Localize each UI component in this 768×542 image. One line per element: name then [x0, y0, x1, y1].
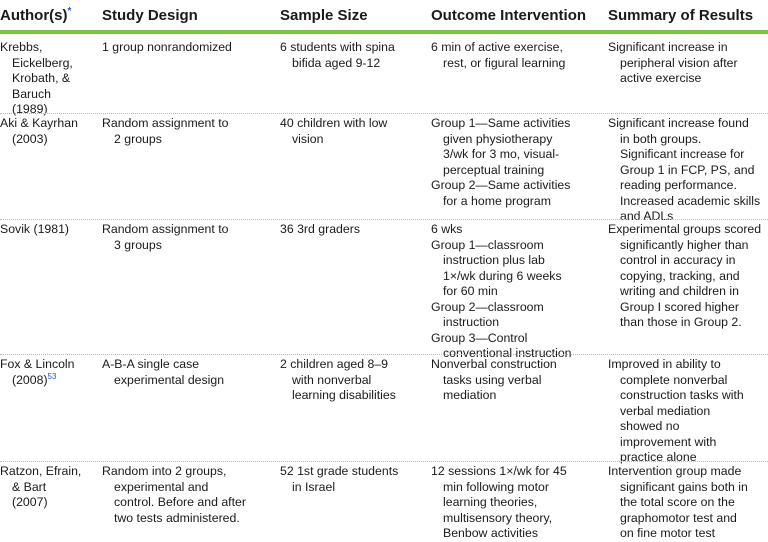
- summary-line: Significant increase in: [608, 40, 728, 54]
- cell-author: [0, 357, 94, 388]
- summary-line: significant gains both in: [620, 479, 748, 494]
- summary-line: copying, tracking, and: [620, 268, 740, 283]
- author-line: [0, 495, 94, 511]
- row-separator: [0, 219, 768, 220]
- author-line: [0, 56, 94, 72]
- cell-outcome-intervention: [431, 116, 597, 209]
- cell-study-design: [102, 40, 272, 56]
- cell-sample-size: [280, 357, 422, 404]
- author-line: [0, 222, 94, 238]
- author-line: [0, 116, 94, 132]
- summary-line: improvement with: [620, 434, 717, 449]
- outcome-line: 6 min of active exercise,: [431, 40, 563, 54]
- summary-line: peripheral vision after: [620, 55, 738, 70]
- author-text: Aki & Kayrhan: [0, 116, 78, 130]
- author-text: Krebbs,: [0, 40, 43, 54]
- author-line: [0, 132, 94, 148]
- header-summary-results: Summary of Results: [608, 7, 754, 24]
- size-line: 40 children with low: [280, 116, 388, 130]
- author-text: (2007): [12, 495, 48, 509]
- cell-author: [0, 222, 94, 238]
- outcome-line: Nonverbal construction: [431, 357, 557, 371]
- author-text: & Bart: [12, 479, 47, 494]
- design-line: 2 groups: [114, 131, 162, 146]
- author-line: [0, 480, 94, 496]
- cell-summary-results: [608, 464, 768, 542]
- outcome-line: for a home program: [443, 193, 551, 208]
- author-line: [0, 357, 94, 373]
- summary-line: in both groups.: [620, 131, 702, 146]
- outcome-line: tasks using verbal: [443, 372, 542, 387]
- design-line: experimental and: [114, 479, 209, 494]
- row-separator: [0, 113, 768, 114]
- cell-outcome-intervention: [431, 464, 597, 542]
- cell-summary-results: [608, 40, 768, 87]
- summary-line: construction tasks with: [620, 388, 744, 402]
- size-line: 6 students with spina: [280, 40, 395, 54]
- outcome-line: Benbow activities: [443, 526, 539, 540]
- design-line: A-B-A single case: [102, 357, 200, 371]
- cell-outcome-intervention: [431, 222, 597, 362]
- header-outcome-intervention: Outcome Intervention: [431, 7, 587, 24]
- size-line: 52 1st grade students: [280, 464, 399, 478]
- outcome-line: multisensory theory,: [443, 510, 553, 525]
- design-line: Random assignment to: [102, 116, 229, 130]
- summary-line: Significant increase found: [608, 116, 749, 130]
- outcome-line: rest, or figural learning: [443, 55, 566, 70]
- header-rule: [0, 30, 768, 34]
- summary-line: the total score on the: [620, 495, 735, 509]
- outcome-line: perceptual training: [443, 162, 545, 177]
- author-line: [0, 71, 94, 87]
- summary-line: Significant increase for: [620, 147, 745, 161]
- cell-author: [0, 40, 94, 118]
- size-line: learning disabilities: [292, 388, 396, 402]
- header-sample-size: Sample Size: [280, 7, 368, 24]
- outcome-line: Group 1—classroom: [431, 237, 544, 252]
- cell-study-design: [102, 222, 272, 253]
- author-text: Fox & Lincoln: [0, 357, 75, 371]
- size-line: in Israel: [292, 479, 336, 494]
- outcome-line: Group 2—Same activities: [431, 178, 571, 192]
- summary-line: graphomotor test and: [620, 510, 737, 525]
- summary-line: and ADLs: [620, 209, 674, 223]
- design-line: experimental design: [114, 372, 225, 387]
- design-line: two tests administered.: [114, 510, 240, 525]
- summary-line: active exercise: [620, 71, 702, 85]
- summary-line: writing and children in: [620, 284, 739, 298]
- cell-author: [0, 116, 94, 147]
- author-text: Ratzon, Efrain,: [0, 464, 82, 478]
- design-line: control. Before and after: [114, 495, 246, 509]
- size-line: 36 3rd graders: [280, 222, 360, 236]
- summary-line: control in accuracy in: [620, 253, 736, 267]
- cell-sample-size: [280, 222, 422, 238]
- author-text: Sovik (1981): [0, 222, 70, 236]
- cell-outcome-intervention: [431, 357, 597, 404]
- author-text: (2008): [12, 372, 48, 387]
- cell-study-design: [102, 464, 272, 526]
- summary-line: Group I scored higher: [620, 299, 739, 314]
- cell-study-design: [102, 116, 272, 147]
- author-text: Krobath, &: [12, 71, 71, 85]
- size-line: vision: [292, 131, 324, 146]
- outcome-line: for 60 min: [443, 284, 498, 298]
- cell-summary-results: [608, 116, 768, 225]
- cell-sample-size: [280, 116, 422, 147]
- author-line: [0, 464, 94, 480]
- size-line: with nonverbal: [292, 372, 372, 387]
- cell-outcome-intervention: [431, 40, 597, 71]
- cell-study-design: [102, 357, 272, 388]
- design-line: 1 group nonrandomized: [102, 40, 232, 54]
- design-line: Random into 2 groups,: [102, 464, 227, 478]
- outcome-line: 12 sessions 1×/wk for 45: [431, 464, 567, 478]
- outcome-line: Group 1—Same activities: [431, 116, 571, 130]
- summary-line: complete nonverbal: [620, 372, 728, 387]
- row-separator: [0, 461, 768, 462]
- author-line: [0, 40, 94, 56]
- design-line: Random assignment to: [102, 222, 229, 236]
- outcome-line: min following motor: [443, 479, 549, 494]
- author-text: (2003): [12, 131, 48, 146]
- summary-line: Group 1 in FCP, PS, and: [620, 162, 755, 177]
- outcome-line: mediation: [443, 388, 497, 402]
- outcome-line: 1×/wk during 6 weeks: [443, 268, 562, 283]
- outcome-line: Group 3—Control: [431, 330, 528, 345]
- summary-line: showed no: [620, 419, 680, 433]
- author-text: Eickelberg,: [12, 55, 73, 70]
- outcome-line: instruction plus lab: [443, 253, 545, 267]
- summary-line: Experimental groups scored: [608, 222, 762, 236]
- cell-summary-results: [608, 357, 768, 466]
- author-text: (1989): [12, 102, 48, 116]
- summary-line: reading performance.: [620, 178, 737, 192]
- summary-line: Improved in ability to: [608, 357, 721, 371]
- size-line: bifida aged 9-12: [292, 55, 381, 70]
- summary-line: Increased academic skills: [620, 193, 761, 208]
- row-separator: [0, 354, 768, 355]
- author-footnote-mark[interactable]: *: [67, 6, 72, 17]
- outcome-line: 3/wk for 3 mo, visual-: [443, 147, 560, 161]
- outcome-line: conventional instruction: [443, 346, 572, 360]
- size-line: 2 children aged 8–9: [280, 357, 389, 371]
- cell-author: [0, 464, 94, 511]
- summary-line: significantly higher than: [620, 237, 749, 252]
- outcome-line: learning theories,: [443, 495, 538, 509]
- cell-sample-size: [280, 40, 422, 71]
- outcome-line: given physiotherapy: [443, 131, 553, 146]
- reference-link[interactable]: 53: [47, 371, 57, 381]
- header-author: Author(s)*: [0, 6, 72, 24]
- summary-line: verbal mediation: [620, 403, 711, 418]
- header-study-design: Study Design: [102, 7, 198, 24]
- summary-line: on fine motor test: [620, 526, 716, 540]
- cell-summary-results: [608, 222, 768, 331]
- summary-line: Intervention group made: [608, 464, 742, 478]
- table-header: [0, 0, 768, 34]
- author-line: [0, 87, 94, 103]
- summary-line: than those in Group 2.: [620, 315, 742, 329]
- cell-sample-size: [280, 464, 422, 495]
- outcome-line: 6 wks: [431, 222, 463, 236]
- summary-line: practice alone: [620, 450, 697, 464]
- author-text: Baruch: [12, 86, 51, 101]
- author-line: [0, 373, 94, 389]
- outcome-line: instruction: [443, 315, 500, 329]
- outcome-line: Group 2—classroom: [431, 299, 544, 314]
- design-line: 3 groups: [114, 237, 162, 252]
